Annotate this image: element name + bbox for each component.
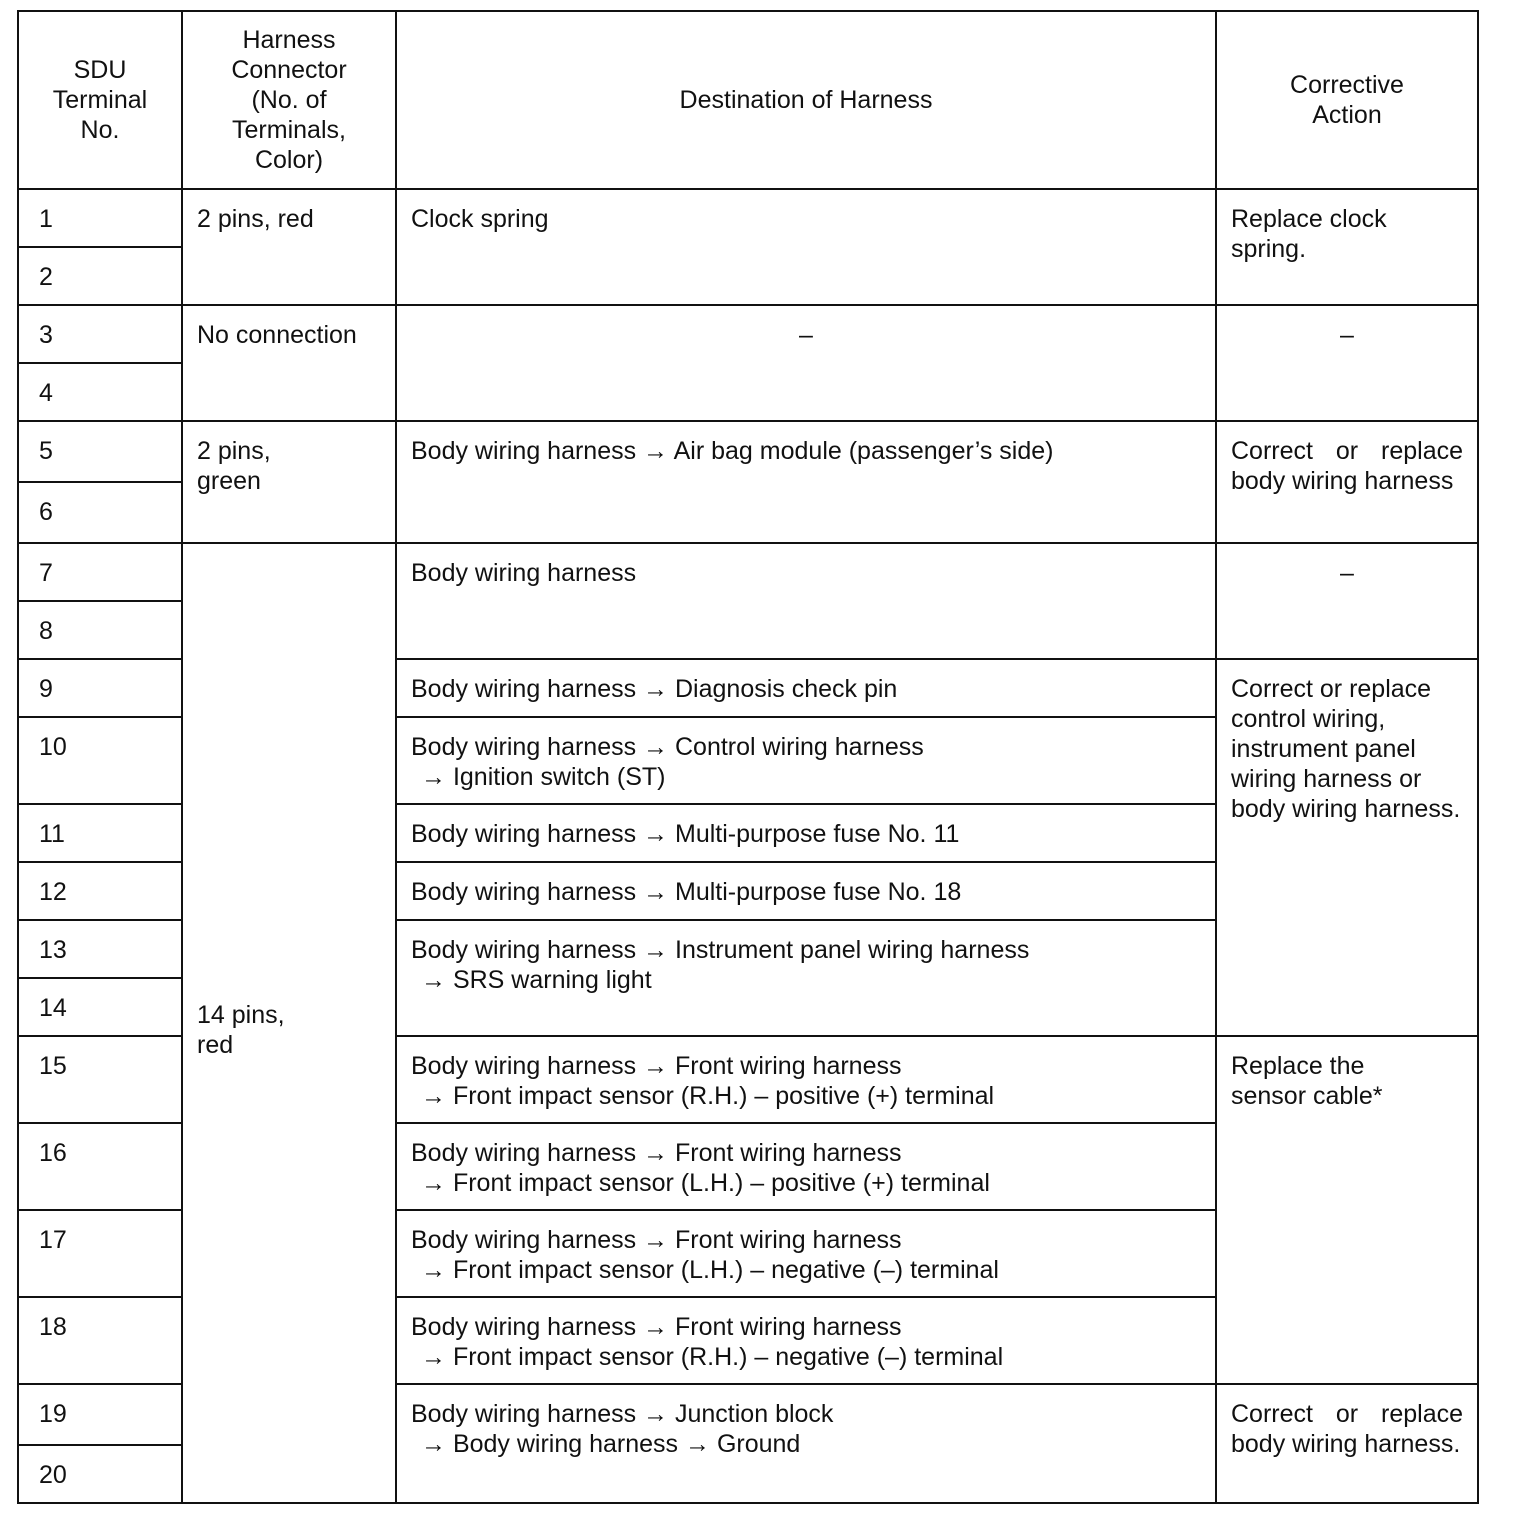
header-connector: Harness Connector (No. of Terminals, Color) bbox=[182, 11, 396, 189]
action-cell: – bbox=[1216, 543, 1478, 659]
action-cell: Replace clock spring. bbox=[1216, 189, 1478, 305]
action-cell: – bbox=[1216, 305, 1478, 421]
connector-cell: 2 pins, red bbox=[182, 189, 396, 305]
destination-line: Body wiring harness → Junction block bbox=[411, 1400, 834, 1428]
table-row bbox=[18, 421, 1478, 482]
terminal-number: 9 bbox=[18, 659, 182, 717]
terminal-number: 13 bbox=[18, 920, 182, 978]
destination-line: Body wiring harness → Front wiring harness bbox=[411, 1313, 902, 1341]
header-destination: Destination of Harness bbox=[396, 11, 1216, 189]
action-cell: Replace the sensor cable* bbox=[1216, 1036, 1478, 1384]
destination-cell bbox=[396, 1210, 1216, 1297]
table-row bbox=[18, 305, 1478, 363]
terminal-number: 3 bbox=[18, 305, 182, 363]
destination-cell: Body wiring harness → Multi-purpose fuse No. 18 bbox=[396, 862, 1216, 920]
destination-line: → Front impact sensor (R.H.) – positive (+) terminal bbox=[421, 1082, 995, 1110]
destination-cell bbox=[396, 717, 1216, 804]
action-cell: Correct or replace control wiring, instrument panel wiring harness or body wiring harness. bbox=[1216, 659, 1478, 1036]
destination-line: → Body wiring harness → Ground bbox=[421, 1430, 801, 1458]
table-row bbox=[18, 189, 1478, 247]
action-cell: Correct or replace body wiring harness. bbox=[1216, 1384, 1478, 1503]
terminal-number: 10 bbox=[18, 717, 182, 804]
connector-cell: 14 pins, red bbox=[182, 543, 396, 1503]
terminal-number: 2 bbox=[18, 247, 182, 305]
terminal-number: 19 bbox=[18, 1384, 182, 1445]
destination-cell bbox=[396, 1384, 1216, 1503]
header-row bbox=[18, 11, 1478, 189]
destination-cell: – bbox=[396, 305, 1216, 421]
terminal-number: 11 bbox=[18, 804, 182, 862]
sdu-terminal-table bbox=[17, 10, 1479, 1504]
destination-line: → Front impact sensor (L.H.) – positive (+) terminal bbox=[421, 1169, 990, 1197]
terminal-number: 12 bbox=[18, 862, 182, 920]
destination-line: Body wiring harness → Control wiring harness bbox=[411, 733, 924, 761]
destination-cell: Body wiring harness → Diagnosis check pin bbox=[396, 659, 1216, 717]
destination-line: Body wiring harness → Instrument panel wiring harness bbox=[411, 936, 1030, 964]
destination-line: → Front impact sensor (L.H.) – negative (–) terminal bbox=[421, 1256, 999, 1284]
destination-line: → Front impact sensor (R.H.) – negative (–) terminal bbox=[421, 1343, 1004, 1371]
terminal-number: 15 bbox=[18, 1036, 182, 1123]
terminal-number: 5 bbox=[18, 421, 182, 482]
destination-cell: Body wiring harness bbox=[396, 543, 1216, 659]
header-terminal: SDU Terminal No. bbox=[18, 11, 182, 189]
terminal-number: 20 bbox=[18, 1445, 182, 1503]
connector-cell: No connection bbox=[182, 305, 396, 421]
terminal-number: 1 bbox=[18, 189, 182, 247]
terminal-number: 18 bbox=[18, 1297, 182, 1384]
connector-cell: 2 pins, green bbox=[182, 421, 396, 543]
destination-cell bbox=[396, 920, 1216, 1036]
terminal-number: 8 bbox=[18, 601, 182, 659]
destination-cell: Body wiring harness → Air bag module (passenger’s side) bbox=[396, 421, 1216, 543]
terminal-number: 14 bbox=[18, 978, 182, 1036]
terminal-number: 16 bbox=[18, 1123, 182, 1210]
destination-cell: Clock spring bbox=[396, 189, 1216, 305]
terminal-number: 6 bbox=[18, 482, 182, 543]
header-action: Corrective Action bbox=[1216, 11, 1478, 189]
destination-line: Body wiring harness → Front wiring harness bbox=[411, 1139, 902, 1167]
terminal-number: 17 bbox=[18, 1210, 182, 1297]
destination-cell bbox=[396, 1123, 1216, 1210]
destination-cell bbox=[396, 1297, 1216, 1384]
terminal-number: 7 bbox=[18, 543, 182, 601]
action-cell: Correct or replace body wiring harness bbox=[1216, 421, 1478, 543]
destination-cell bbox=[396, 1036, 1216, 1123]
destination-line: → Ignition switch (ST) bbox=[421, 763, 666, 791]
destination-line: Body wiring harness → Front wiring harness bbox=[411, 1226, 902, 1254]
terminal-number: 4 bbox=[18, 363, 182, 421]
destination-line: → SRS warning light bbox=[421, 966, 652, 994]
destination-line: Body wiring harness → Front wiring harness bbox=[411, 1052, 902, 1080]
destination-cell: Body wiring harness → Multi-purpose fuse No. 11 bbox=[396, 804, 1216, 862]
table-row bbox=[18, 543, 1478, 601]
